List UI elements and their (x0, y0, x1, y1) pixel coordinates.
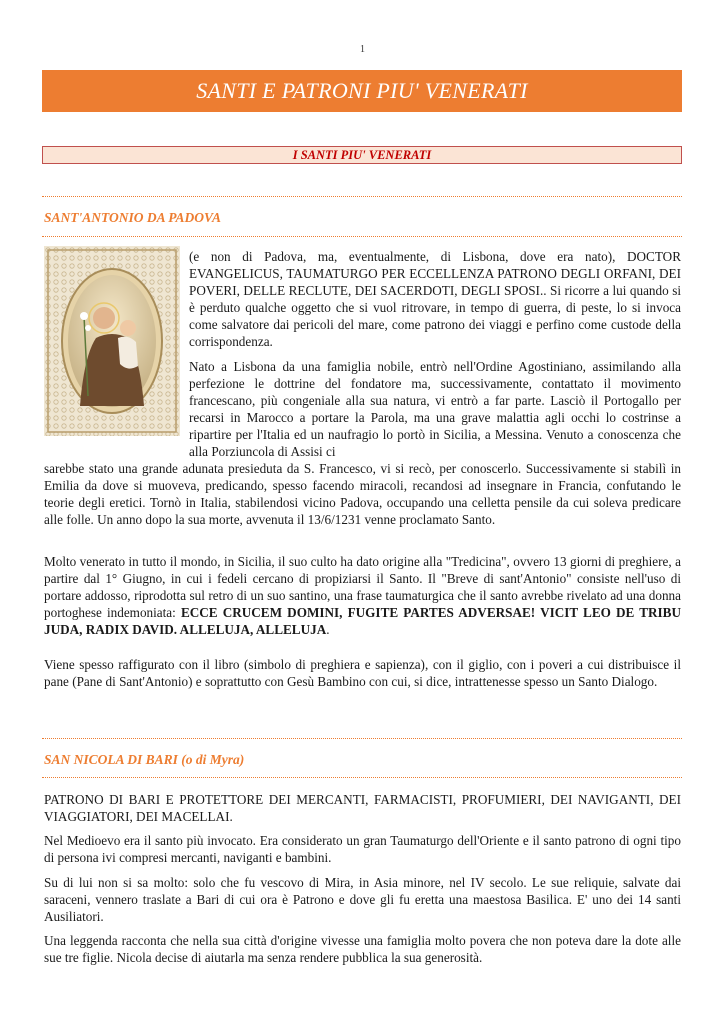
nicola-paragraph-2: Nel Medioevo era il santo più invocato. Era considerato un gran Taumaturgo dell'Oriente e il santo patrono di ogni tipo di persona ivi compresi mercanti, naviganti e bambini. (44, 833, 681, 865)
antonio-paragraph-2: Nato a Lisbona da una famiglia nobile, entrò nell'Ordine Agostiniano, assimilando alla perfezione le dottrine del fondatore ma, successivamente, contattato il movimento francescano, più congeniale alla sua natura, vi entrò a far parte. Lasciò il Portogallo per recarsi in Marocco a portare la Parola, ma una grave malattia agli occhi lo costrinse a ripartire per l'Italia ed un naufragio lo portò in Sicilia, a Messina. Venuto a conoscenza che alla Porziuncola di Assisi ci (189, 359, 681, 459)
antonio-paragraph-3 (44, 553, 681, 638)
nicola-heading: SAN NICOLA DI BARI (o di Myra) (44, 752, 245, 767)
divider (42, 236, 682, 237)
section-title: I SANTI PIU' VENERATI (292, 147, 432, 162)
page-number: 1 (360, 44, 365, 55)
saint-antonio-image (44, 246, 180, 436)
page-title: SANTI E PATRONI PIU' VENERATI (196, 78, 528, 103)
divider (42, 196, 682, 197)
antonio-paragraph-1: (e non di Padova, ma, eventualmente, di Lisbona, dove era nato), DOCTOR EVANGELICUS, TAUMATURGO PER ECCELLENZA PATRONO DEGLI ORFANI, DEI POVERI, DELLE RECLUTE, DEI SACERDOTI, DEGLI SPOSI.. Si ricorre a lui quando si è perduto qualche oggetto che si vuol ritrovare, in tempo di guerra, di peste, lo si invoca come salvatore dai pericoli del mare, come patrono dei viaggi e perfino come custode della corrispondenza. (189, 249, 681, 349)
antonio-paragraph-4: Viene spesso raffigurato con il libro (simbolo di preghiera e sapienza), con il giglio, con i poveri a cui distribuisce il pane (Pane di Sant'Antonio) e soprattutto con Gesù Bambino con cui, si dice, intrattenesse spesso un Santo Dialogo. (44, 657, 681, 689)
antonio-p3-bold: ECCE CRUCEM DOMINI, FUGITE PARTES ADVERSAE! VICIT LEO DE TRIBU JUDA, RADIX DAVID. ALLELUJA, ALLELUJA (44, 605, 681, 637)
nicola-paragraph-1: PATRONO DI BARI E PROTETTORE DEI MERCANTI, FARMACISTI, PROFUMIERI, DEI NAVIGANTI, DEI VIAGGIATORI, DEI MACELLAI. (44, 792, 681, 824)
antonio-paragraph-2-continued: sarebbe stato una grande adunata presieduta da S. Francesco, vi si recò, per conoscerlo. Successivamente si stabilì in Emilia da dove si muoveva, predicando, spesso facendo miracoli, recandosi ad insegnare in Francia, confutando le teorie degli eretici. Tornò in Italia, stabilendosi vicino Padova, occupando una celletta pensile da cui soleva predicare alle folle. Un anno dopo la sua morte, avvenuta il 13/6/1231 venne proclamato Santo. (44, 461, 681, 527)
divider (42, 777, 682, 778)
nicola-paragraph-3: Su di lui non si sa molto: solo che fu vescovo di Mira, in Asia minore, nel IV secolo. Le sue reliquie, salvate dai saraceni, vennero traslate a Bari di cui ora è Patrono e dove gli fu eretta una maestosa Basilica. E' uno dei 14 santi Ausiliatori. (44, 875, 681, 924)
nicola-paragraph-4: Una leggenda racconta che nella sua città d'origine vivesse una famiglia molto povera che non poteva dare la dote alle sue tre figlie. Nicola decise di aiutarla ma senza rendere pubblica la sua generosità. (44, 933, 681, 965)
antonio-p3-end: . (326, 622, 330, 637)
divider (42, 738, 682, 739)
holy-card-illustration (44, 246, 180, 436)
antonio-heading: SANT'ANTONIO DA PADOVA (44, 210, 222, 225)
page-title-banner (42, 70, 682, 112)
section-title-box (42, 146, 682, 164)
antonio-p3-text: Molto venerato in tutto il mondo, in Sicilia, il suo culto ha dato origine alla "Tredicina", ovvero 13 giorni di preghiere, a partire dal 1° Giugno, in cui i fedeli cercano di propiziarsi il Santo. Il "Breve di sant'Antonio" consiste nell'uso di portare addosso, riprodotta sul retro di un suo santino, una frase taumaturgica che il santo avrebbe rivelato ad una donna portoghese indemoniata: (44, 554, 681, 620)
